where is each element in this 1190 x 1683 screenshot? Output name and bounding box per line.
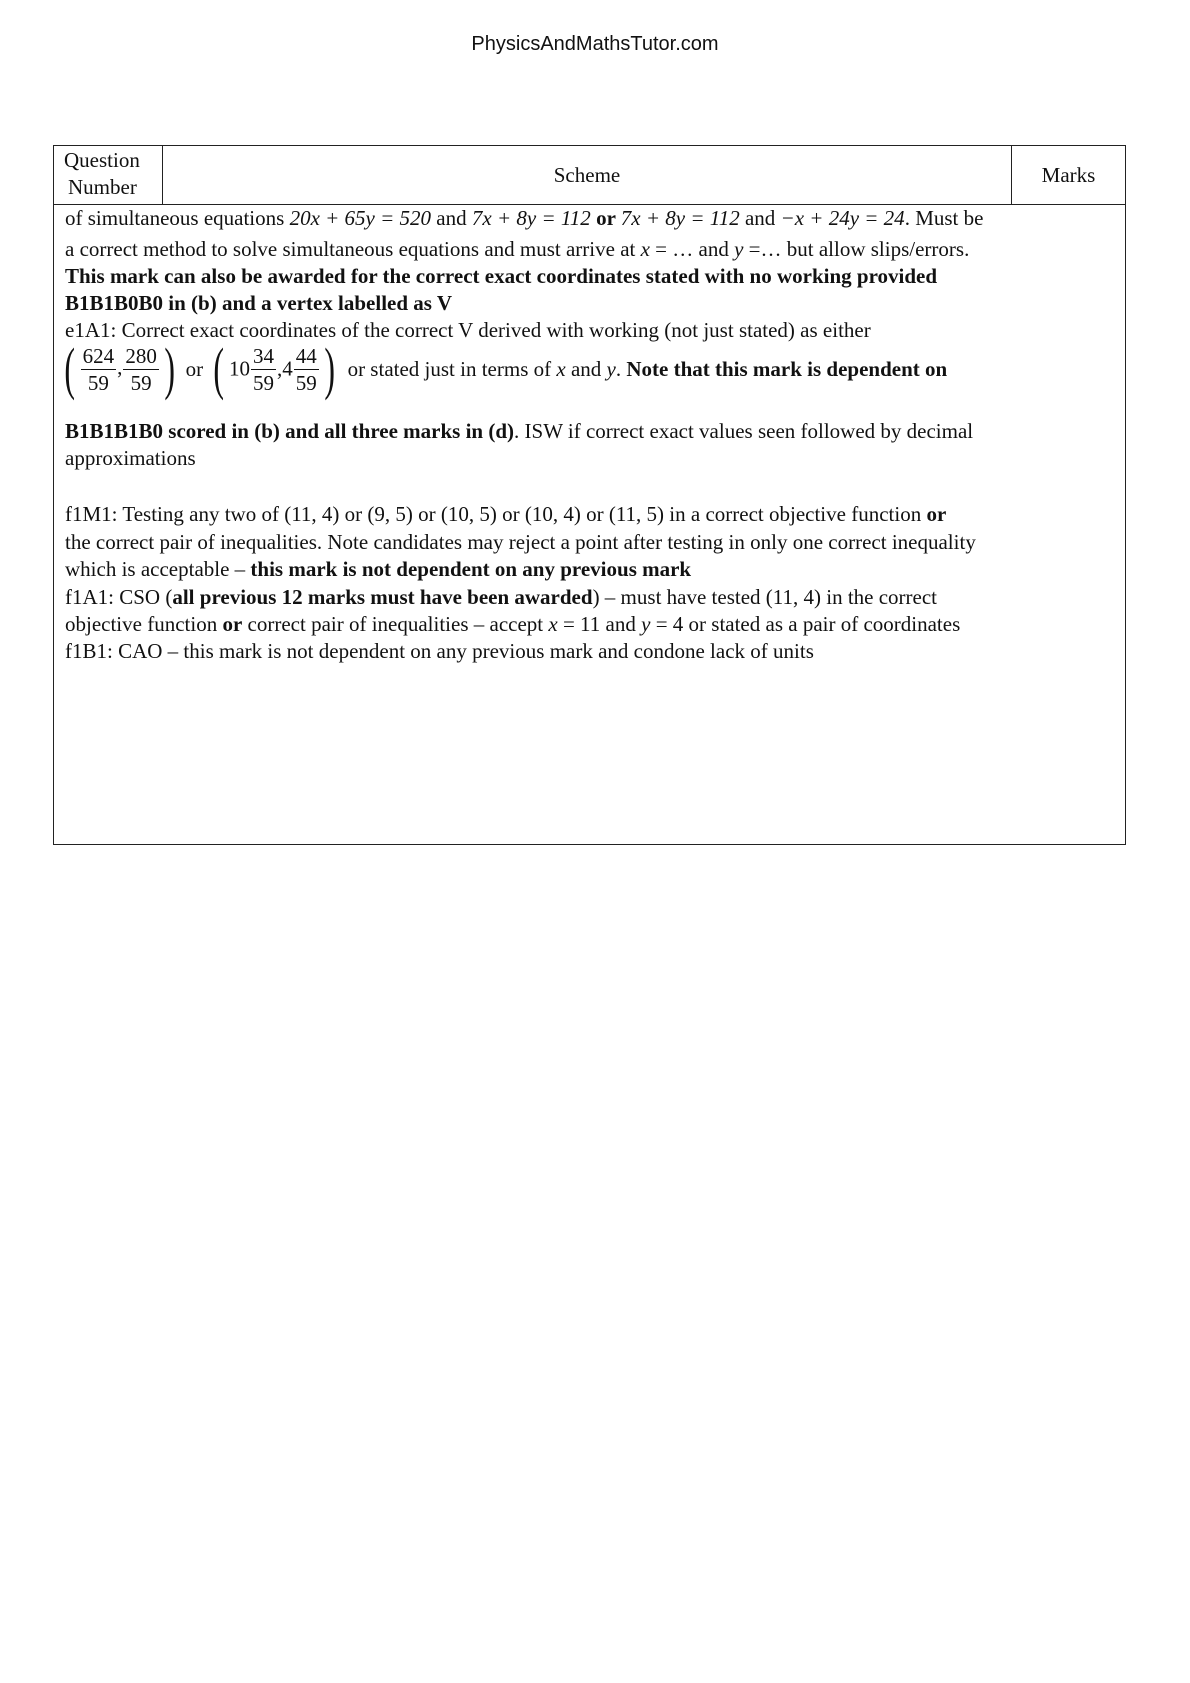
equation-1: 20x + 65y = 520: [289, 206, 432, 230]
line-correct-method: a correct method to solve simultaneous equations and must arrive at x = … and y =… but allow slips/errors.: [65, 237, 970, 261]
mark-scheme-table: [53, 145, 1126, 845]
equation-4: −x + 24y = 24: [780, 206, 905, 230]
marks-header: Marks: [1041, 163, 1096, 187]
equation-3: 7x + 8y = 112: [620, 206, 740, 230]
equation-2: 7x + 8y = 112: [471, 206, 591, 230]
line-fractions: ( $\frac{624}{59}$ , $\frac{280}{59}$ ) or ( 10 $\frac{34}{59}$ ,4 $\frac{44}{59}$ ) or stated just in terms of x and y. Note that this mark is dependent on: [64, 336, 948, 401]
line-f1m1: f1M1: Testing any two of (11, 4) or (9, 5) or (10, 5) or (10, 4) or (11, 5) in a correct objective function or: [65, 502, 947, 526]
line-f1b1: f1B1: CAO – this mark is not dependent on any previous mark and condone lack of units: [65, 639, 814, 663]
question-header-line2: Number: [68, 175, 137, 199]
line-objective-function: objective function or correct pair of inequalities – accept x = 11 and y = 4 or stated as a pair of coordinates: [65, 612, 961, 636]
fraction-x: $\frac{624}{59}$: [82, 343, 115, 395]
line-e1a1: e1A1: Correct exact coordinates of the correct V derived with working (not just stated) as either: [65, 318, 871, 342]
site-header: PhysicsAndMathsTutor.com: [471, 33, 719, 55]
mixed-fraction-y: $\frac{44}{59}$: [295, 343, 317, 395]
line-inequalities: the correct pair of inequalities. Note candidates may reject a point after testing in only one correct inequality: [65, 530, 976, 554]
line-bold-note-1: This mark can also be awarded for the correct exact coordinates stated with no working provided: [65, 264, 938, 288]
line-dependent-note: or stated just in terms of x and y. Note that this mark is dependent on: [347, 356, 948, 381]
mixed-fraction-x: $\frac{34}{59}$: [252, 343, 274, 395]
line-acceptable: which is acceptable – this mark is not dependent on any previous mark: [65, 557, 692, 581]
fraction-y: $\frac{280}{59}$: [125, 343, 157, 395]
line-approximations: approximations: [65, 446, 196, 470]
line-f1a1: f1A1: CSO (all previous 12 marks must have been awarded) – must have tested (11, 4) in the correct: [65, 585, 938, 609]
line-bold-note-2: B1B1B0B0 in (b) and a vertex labelled as V: [65, 291, 452, 315]
table-header-row: [54, 146, 1125, 205]
line-b1b1b1b0: B1B1B1B0 scored in (b) and all three marks in (d). ISW if correct exact values seen followed by decimal: [65, 419, 974, 443]
line-simultaneous-equations: of simultaneous equations 20x + 65y = 520 and 7x + 8y = 112 or 7x + 8y = 112 and −x + 24y = 24. Must be: [65, 206, 984, 230]
question-number-header: [54, 146, 163, 204]
question-header-line1: Question: [64, 148, 140, 172]
scheme-header: Scheme: [163, 146, 1012, 204]
